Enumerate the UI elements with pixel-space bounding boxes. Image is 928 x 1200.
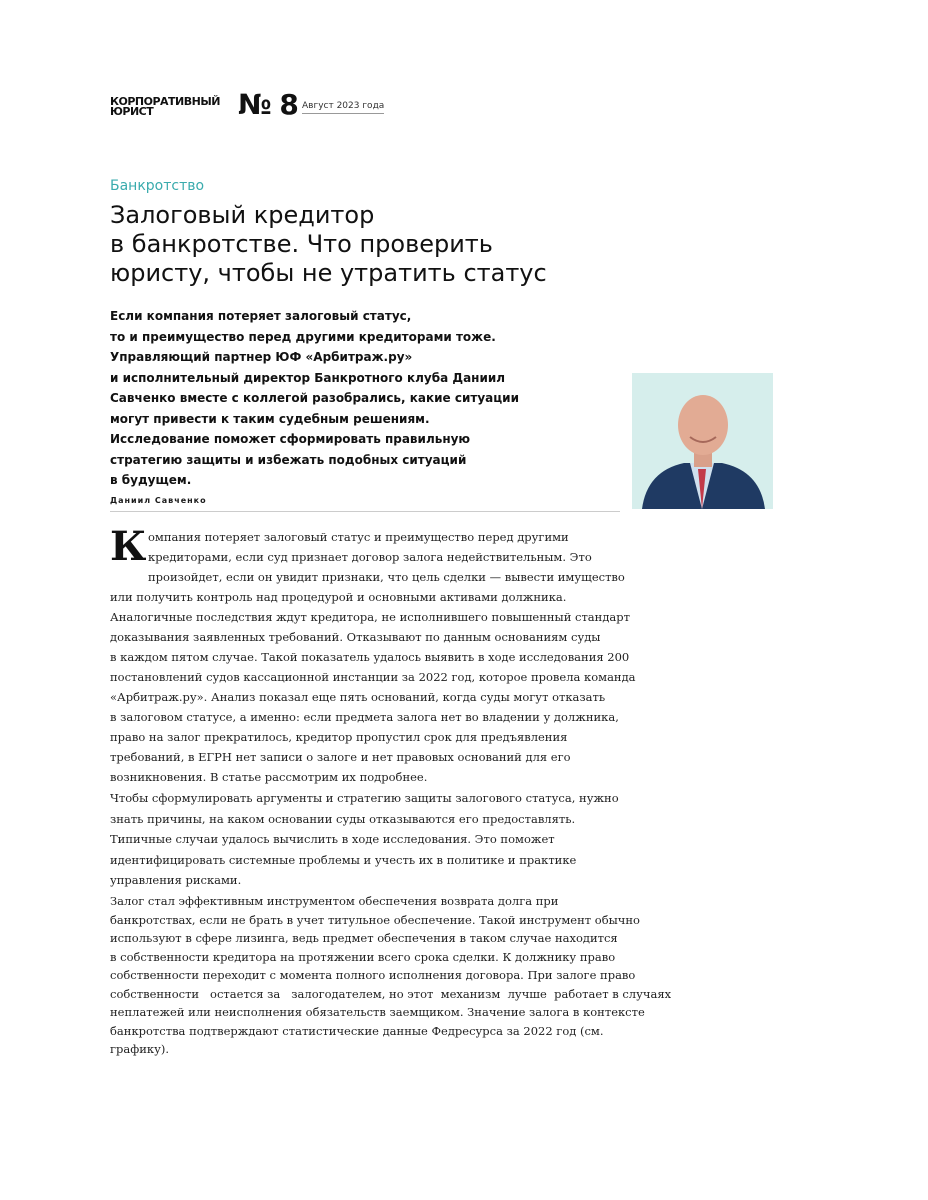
title-line: в банкротстве. Что проверить — [110, 230, 493, 258]
body-line: Залог стал эффективным инструментом обеспечения возврата долга при — [110, 894, 559, 908]
body-line: используют в сфере лизинга, ведь предмет обеспечения в таком случае находится — [110, 931, 618, 945]
body-line: банкротства подтверждают статистические данные Федресурса за 2022 год (см. — [110, 1023, 604, 1038]
author-photo — [632, 373, 773, 509]
body-line: неплатежей или неисполнения обязательств заемщиком. Значение залога в контексте — [110, 1005, 645, 1019]
lead-line: и исполнительный директор Банкротного клуба Даниил — [110, 370, 506, 385]
paragraph-2 — [110, 788, 619, 891]
body-line: в каждом пятом случае. Такой показатель удалось выявить в ходе исследования 200 — [110, 650, 630, 664]
body-line: кредиторами, если суд признает договор залога недействительным. Это — [148, 550, 592, 564]
body-line: или получить контроль над процедурой и основными активами должника. — [110, 590, 567, 604]
lead-line: Савченко вместе с коллегой разобрались, какие ситуации — [110, 391, 519, 405]
body-line: банкротствах, если не брать в учет титульное обеспечение. Такой инструмент обычно — [110, 912, 640, 927]
body-line: Аналогичные последствия ждут кредитора, не исполнившего повышенный стандарт — [110, 610, 630, 624]
body-line: Чтобы сформулировать аргументы и стратегию защиты залогового статуса, нужно — [110, 791, 619, 805]
logo-line: КОРПОРАТИВНЫЙ — [110, 95, 220, 108]
body-line: «Арбитраж.ру». Анализ показал еще пять оснований, когда суды могут отказать — [110, 690, 606, 704]
magazine-logo — [110, 97, 220, 117]
paragraph-3 — [110, 892, 671, 1059]
body-line: произойдет, если он увидит признаки, что цель сделки — вывести имущество — [148, 570, 625, 584]
body-line: доказывания заявленных требований. Отказывают по данным основаниям суды — [110, 630, 601, 644]
lead-line: в будущем. — [110, 473, 192, 487]
lead-line: стратегию защиты и избежать подобных ситуаций — [110, 452, 467, 467]
issue-number: № 8 — [238, 88, 298, 121]
paragraph-1 — [110, 523, 636, 787]
article-title — [110, 201, 547, 288]
lead-line: Исследование поможет сформировать правильную — [110, 432, 471, 446]
article-lead — [110, 306, 519, 491]
body-line: право на залог прекратилось, кредитор пропустил срок для предъявления — [110, 730, 568, 744]
body-line: графику). — [110, 1042, 170, 1056]
body-line: в залоговом статусе, а именно: если предмета залога нет во владении у должника, — [110, 710, 619, 724]
title-line: юристу, чтобы не утратить статус — [110, 259, 547, 287]
body-line: собственности переходит с момента полного исполнения договора. При залоге право — [110, 968, 636, 982]
body-line: идентифицировать системные проблемы и учесть их в политике и практике — [110, 852, 577, 867]
author-name: Даниил Савченко — [110, 496, 620, 512]
body-line: омпания потеряет залоговый статус и преимущество перед другими — [148, 530, 569, 544]
body-line: возникновения. В статье рассмотрим их подробнее. — [110, 770, 428, 784]
category-label: Банкротство — [110, 178, 205, 194]
drop-cap: К — [110, 523, 147, 570]
body-line: управления рисками. — [110, 873, 242, 887]
body-line: в собственности кредитора на протяжении всего срока сделки. К должнику право — [110, 949, 616, 964]
title-line: Залоговый кредитор — [110, 201, 375, 229]
lead-line: Если компания потеряет залоговый статус, — [110, 309, 412, 323]
logo-line: ЮРИСТ — [110, 105, 154, 118]
issue-date: Август 2023 года — [302, 101, 384, 114]
body-line: знать причины, на каком основании суды отказываются его предоставлять. — [110, 811, 576, 826]
lead-line: то и преимущество перед другими кредиторами тоже. — [110, 329, 496, 344]
body-line: Типичные случаи удалось вычислить в ходе исследования. Это поможет — [110, 832, 555, 846]
body-line: требований, в ЕГРН нет записи о залоге и нет правовых оснований для его — [110, 750, 571, 764]
body-line: постановлений судов кассационной инстанции за 2022 год, которое провела команда — [110, 670, 636, 684]
lead-line: Управляющий партнер ЮФ «Арбитраж.ру» — [110, 350, 413, 364]
body-line: собственности остается за залогодателем, но этот механизм лучше работает в случаях — [110, 986, 672, 1001]
lead-line: могут привести к таким судебным решениям. — [110, 411, 430, 426]
